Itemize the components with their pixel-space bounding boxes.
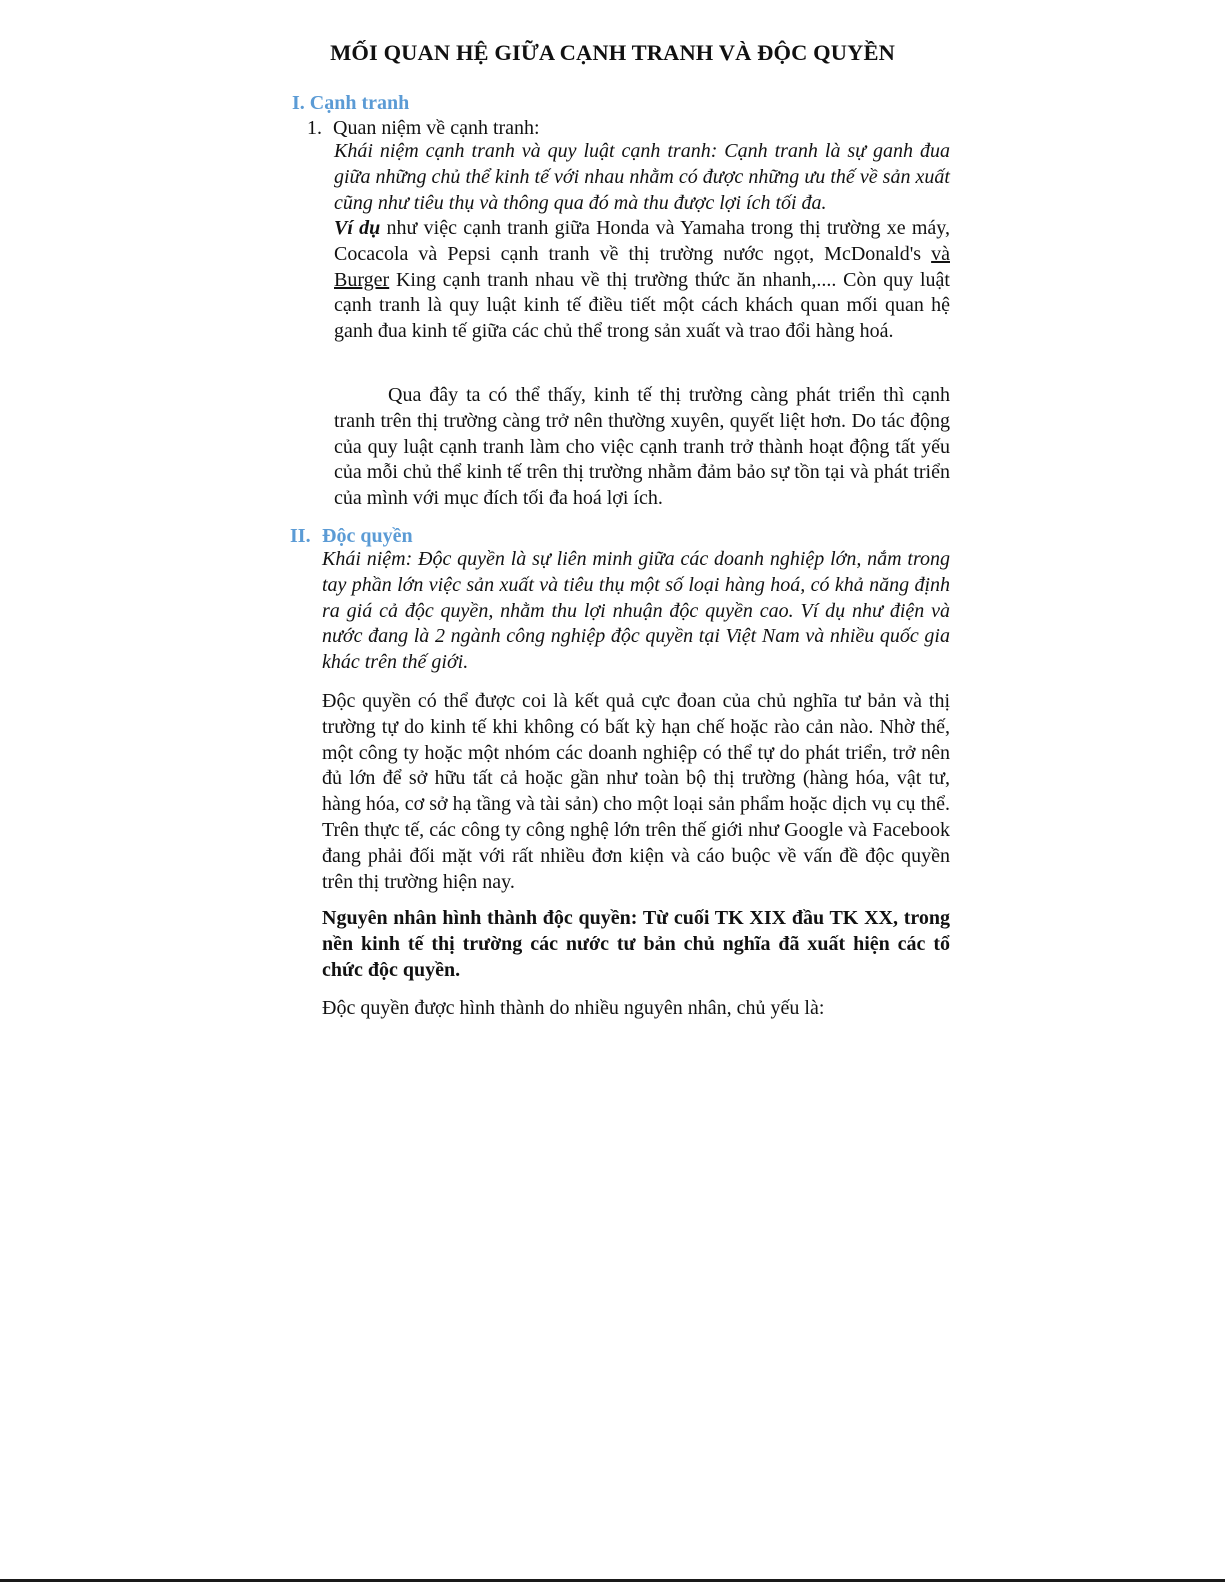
section-2-number: II. [290, 525, 311, 547]
monopoly-paragraph: Độc quyền có thể được coi là kết quả cực đoan của chủ nghĩa tư bản và thị trường tự do kinh tế khi không có bất kỳ hạn chế hoặc rào cản nào. Nhờ thế, một công ty hoặc một nhóm các doanh nghiệp có thể tự do phát triển, trở nên đủ lớn để sở hữu tất cả hoặc gần như toàn bộ thị trường (hàng hóa, vật tư, hàng hóa, cơ sở hạ tầng và tài sản) cho một loại sản phẩm hoặc dịch vụ cụ thể. Trên thực tế, các công ty công nghệ lớn trên thế giới như Google và Facebook đang phải đối mặt với rất nhiều đơn kiện và cáo buộc về vấn đề độc quyền trên thị trường hiện nay. [322, 690, 950, 893]
example-text-part-1: như việc cạnh tranh giữa Honda và Yamaha trong thị trường xe máy, Cocacola và Pepsi cạnh tranh về thị trường nước ngọt, McDonald's [334, 217, 950, 265]
example-label: Ví dụ [334, 217, 381, 239]
example-underlined-text: và Burger [334, 242, 950, 291]
section-1-title: Cạnh tranh [309, 92, 410, 114]
page-bottom-border [0, 1579, 1225, 1582]
section-2-heading [290, 524, 413, 548]
list-item-1-number: 1. [307, 117, 322, 139]
section-1-heading [292, 91, 409, 115]
page-title: MỐI QUAN HỆ GIỮA CẠNH TRANH VÀ ĐỘC QUYỀN [330, 40, 895, 65]
competition-paragraph: Qua đây ta có thể thấy, kinh tế thị trường càng phát triển thì cạnh tranh trên thị trường càng trở nên thường xuyên, quyết liệt hơn. Do tác động của quy luật cạnh tranh làm cho việc cạnh tranh trở thành hoạt động tất yếu của mỗi chủ thể kinh tế trên thị trường nhằm đảm bảo sự tồn tại và phát triển của mình với mục đích tối đa hoá lợi ích. [334, 384, 950, 510]
monopoly-definition: Khái niệm: Độc quyền là sự liên minh giữa các doanh nghiệp lớn, nắm trong tay phần lớn việc sản xuất và tiêu thụ một số loại hàng hoá, có khả năng định ra giá cả độc quyền, nhằm thu lợi nhuận độc quyền cao. Ví dụ như điện và nước đang là 2 ngành công nghiệp độc quyền tại Việt Nam và nhiều quốc gia khác trên thế giới. [322, 548, 950, 674]
competition-definition: Khái niệm cạnh tranh và quy luật cạnh tranh: Cạnh tranh là sự ganh đua giữa những chủ thể kinh tế với nhau nhằm có được những ưu thế về sản xuất cũng như tiêu thụ và thông qua đó mà thu được lợi ích tối đa. [334, 140, 950, 214]
section-1-number: I. [292, 92, 305, 114]
example-text-part-2: King cạnh tranh nhau về thị trường thức ăn nhanh,.... Còn quy luật cạnh tranh là quy luật kinh tế điều tiết một cách khách quan mối quan hệ ganh đua kinh tế giữa các chủ thể trong sản xuất và trao đổi hàng hoá. [334, 268, 950, 343]
competition-example [334, 216, 950, 345]
monopoly-causes-heading: Nguyên nhân hình thành độc quyền: Từ cuối TK XIX đầu TK XX, trong nền kinh tế thị trường các nước tư bản chủ nghĩa đã xuất hiện các tổ chức độc quyền. [322, 907, 950, 981]
section-2-title: Độc quyền [322, 525, 413, 547]
list-item-1 [307, 116, 540, 140]
monopoly-causes-intro: Độc quyền được hình thành do nhiều nguyên nhân, chủ yếu là: [322, 997, 825, 1019]
list-item-1-label: Quan niệm về cạnh tranh: [333, 117, 540, 139]
